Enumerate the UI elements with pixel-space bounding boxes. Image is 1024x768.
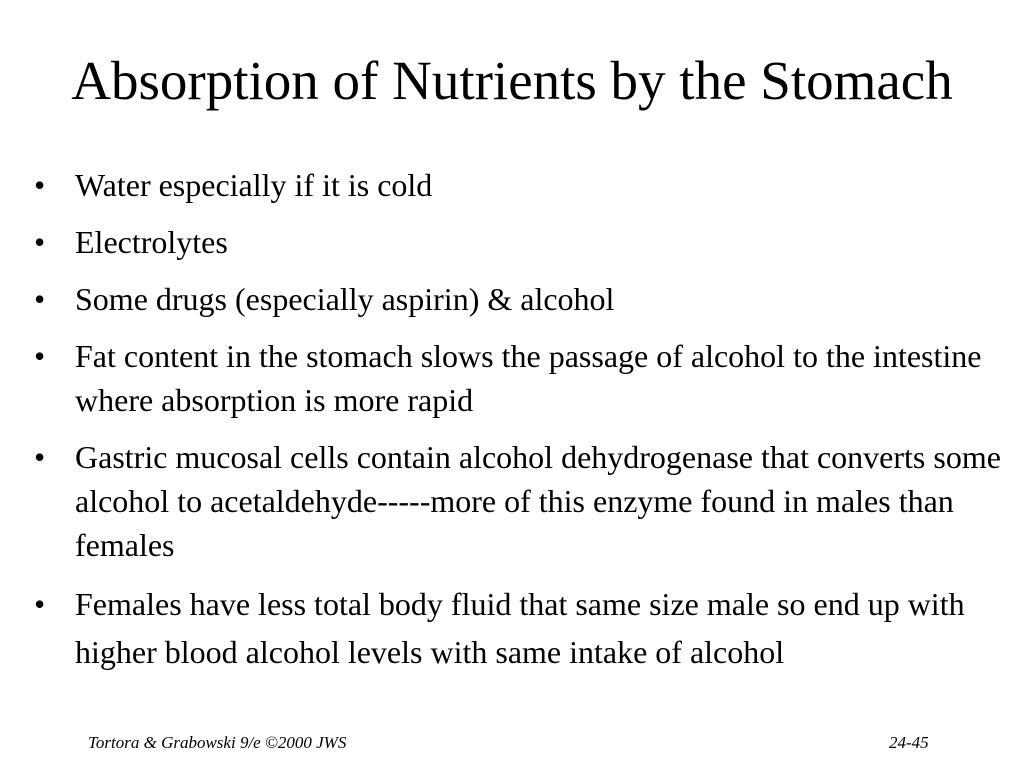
bullet-text: Gastric mucosal cells contain alcohol dehydrogenase that converts some alcohol to acetaldehyde-----more of this enzyme found in males than females [75, 439, 1001, 563]
bullet-marker: • [34, 281, 46, 317]
bullet-text: Fat content in the stomach slows the passage of alcohol to the intestine where absorption is more rapid [75, 338, 982, 418]
bullet-text: Water especially if it is cold [75, 167, 433, 203]
bullet-item-drugs-alcohol [30, 277, 1005, 321]
bullet-item-females [30, 580, 1005, 676]
footer-citation: Tortora & Grabowski 9/e ©2000 JWS [88, 733, 347, 752]
bullet-text: Females have less total body fluid that same size male so end up with higher blood alcohol levels with same intake of alcohol [75, 586, 965, 670]
bullet-marker: • [34, 439, 46, 475]
bullet-item-electrolytes [30, 220, 1005, 264]
slide-title: Absorption of Nutrients by the Stomach [71, 50, 953, 111]
bullet-item-fat-content [30, 334, 1005, 422]
footer-page-number: 24-45 [889, 733, 929, 752]
bullet-text: Some drugs (especially aspirin) & alcohol [75, 281, 615, 317]
bullet-marker: • [34, 338, 46, 374]
bullet-list [30, 163, 1005, 689]
bullet-marker: • [34, 224, 46, 260]
bullet-item-gastric-mucosal [30, 435, 1005, 567]
bullet-text: Electrolytes [75, 224, 228, 260]
bullet-marker: • [34, 167, 46, 203]
bullet-item-water [30, 163, 1005, 207]
bullet-marker: • [34, 586, 46, 622]
